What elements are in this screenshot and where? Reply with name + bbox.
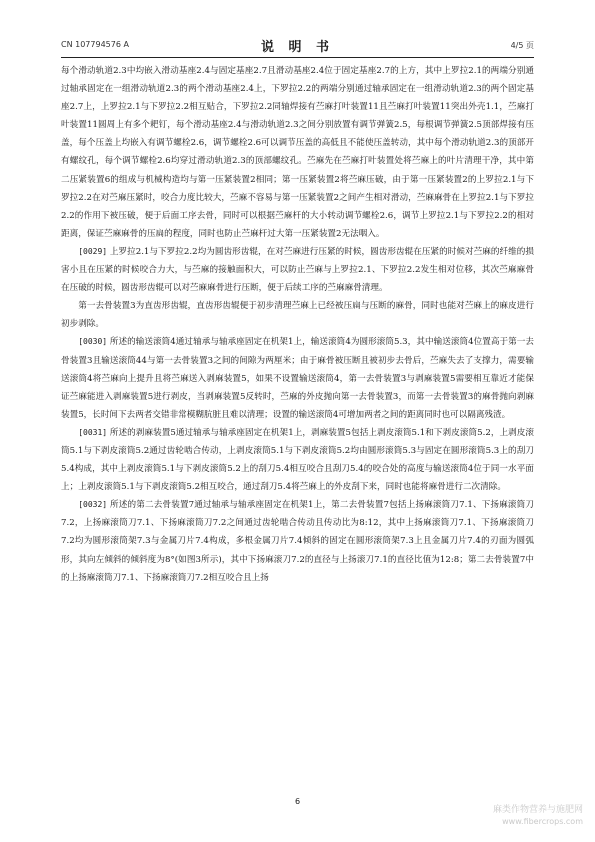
paragraph-tag: [0032] (78, 500, 108, 510)
paragraph-tag: [0029] (78, 246, 108, 256)
header-rule (61, 57, 534, 58)
document-title: 说 明 书 (260, 40, 335, 55)
paragraph-0031: [0031] 所述的剥麻装置5通过轴承与轴承座固定在机架1上，剥麻装置5包括上剥皮滚筒5.1和下剥皮滚筒5.2，上剥皮滚筒5.1与下剥皮滚筒5.2通过齿轮啮合传动，上剥皮滚筒5.1与下剥皮滚筒5.2均由圆形滚筒5.3与固定在圆形滚筒5.3上的刮刀5.4构成，其中上剥皮滚筒5.1与下剥皮滚筒5.2上的刮刀5.4相互咬合且刮刀5.4的咬合处的高度与输送滚筒4位于同一水平面上；上剥皮滚筒5.1与下剥皮滚筒5.2相互咬合，通过刮刀5.4将苎麻上的外皮刮下来，同时也能将麻骨进行二次清除。 (61, 427, 534, 493)
patent-number: CN 107794576 A (61, 40, 129, 49)
watermark (493, 804, 583, 828)
paragraph-0030: [0030] 所述的输送滚筒4通过轴承与轴承座固定在机架1上，输送滚筒4为圆形滚筒5.3，其中输送滚筒4位置高于第一去骨装置3且输送滚筒44与第一去骨装置3之间的间隙为两厘米；由于麻骨被压断且被初步去骨后，苎麻失去了支撑力，需要输送滚筒4将苎麻向上提升且将苎麻送入剥麻装置5，如果不设置输送滚筒4，第一去骨装置3与剥麻装置5需要相互靠近才能保证苎麻能进入剥麻装置5进行剥皮，当剥麻装置5反转时，苎麻的外皮抛向第一去骨装置3，而第一去骨装置3的麻骨抛向剥麻装置5，长时间下去两者交错非常模糊肮脏且难以清理；设置的输送滚筒4可增加两者之间的距离同时也可以隔离残渣。 (61, 337, 535, 420)
watermark-url: www.fibercrops.com (502, 817, 583, 826)
paragraph-0032: [0032] 所述的第二去骨装置7通过轴承与轴承座固定在机架1上，第二去骨装置7包括上扬麻滚筒刀7.1、下扬麻滚筒刀7.2，上扬麻滚筒刀7.1、下扬麻滚筒刀7.2之间通过齿轮啮合传动且传动比为8:12，其中上扬麻滚筒刀7.1、下扬麻滚筒刀7.2均为圆形滚筒架7.3与金属刀片7.4构成，多根金属刀片7.4倾斜的固定在圆形滚筒架7.3上且金属刀片7.4的刃面为圆弧形，其向左倾斜的倾斜度为8°(如图3所示)，其中下扬麻滚刀7.2的直径与上扬滚刀7.1的直径比值为12:8；第二去骨装置7中的上扬麻滚筒刀7.1、下扬麻滚筒刀7.2相互咬合且上扬 (61, 500, 534, 583)
page-number: 6 (294, 797, 301, 806)
paragraph-continuation: 每个滑动轨道2.3中均嵌入滑动基座2.4与固定基座2.7且滑动基座2.4位于固定基座2.7的上方，其中上罗拉2.1的两端分别通过轴承固定在一组滑动轨道2.3的两个滑动基座2.4上，下罗拉2.2的两端分别通过轴承固定在一组滑动轨道2.3的两个固定基座2.7上，上罗拉2.1与下罗拉2.2相互贴合，下罗拉2.2同轴焊接有苎麻打叶装置11且苎麻打叶装置11突出外壳1.1，苎麻打叶装置11圆周上有多个耙钉，每个滑动基座2.4与滑动轨道2.3之间分别放置有调节弹簧2.5，每根调节弹簧2.5顶部焊接有压盖，每个压盖上均嵌入有调节螺栓2.6，调节螺栓2.6可以调节压盖的高低且不能使压盖转动，其中每个滑动轨道2.3的顶部开有螺纹孔，每个调节螺栓2.6均穿过滑动轨道2.3的顶部螺纹孔。苎麻先在苎麻打叶装置处将苎麻上的叶片清理干净，其中第二压紧装置6的组成与机械构造均与第一压紧装置2相同；第一压紧装置2将苎麻压破，由于第一压紧装置2的上罗拉2.1与下罗拉2.2在对苎麻压紧时，咬合力度比较大，苎麻不容易与第一压紧装置2之间产生相对滑动，苎麻麻骨在上罗拉2.1与下罗拉2.2的作用下被压破，便于后面工序去骨，同时可以根据苎麻杆的大小转动调节螺栓2.6，调节上罗拉2.1与下罗拉2.2的相对距离，保证苎麻麻骨的压扁的程度，同时也防止苎麻杆过大第一压紧装置2无法咽入。 (61, 66, 534, 239)
page-header (61, 36, 534, 54)
paragraph-tag: [0031] (78, 427, 108, 437)
page-indicator: 4/5 页 (510, 41, 534, 50)
paragraph-0029: [0029] 上罗拉2.1与下罗拉2.2均为圆齿形齿辊，在对苎麻进行压紧的时候，圆齿形齿辊在压紧的时候对苎麻的纤维的损害小且在压紧的时候咬合力大，与苎麻的接触面积大，可以防止苎麻与上罗拉2.1、下罗拉2.2发生相对位移，其次苎麻麻骨在压破的时候，圆齿形齿辊可以对苎麻麻骨进行压断，便于后续工序的苎麻麻骨清理。 (61, 246, 534, 294)
body-text (61, 62, 534, 587)
watermark-name: 麻类作物营养与施肥网 (492, 805, 583, 815)
paragraph-tag: [0030] (78, 337, 108, 347)
paragraph-untagged: 第一去骨装置3为直齿形齿辊，直齿形齿辊便于初步清理苎麻上已经被压扁与压断的麻骨，同时也能对苎麻上的麻皮进行初步剥除。 (61, 301, 534, 330)
